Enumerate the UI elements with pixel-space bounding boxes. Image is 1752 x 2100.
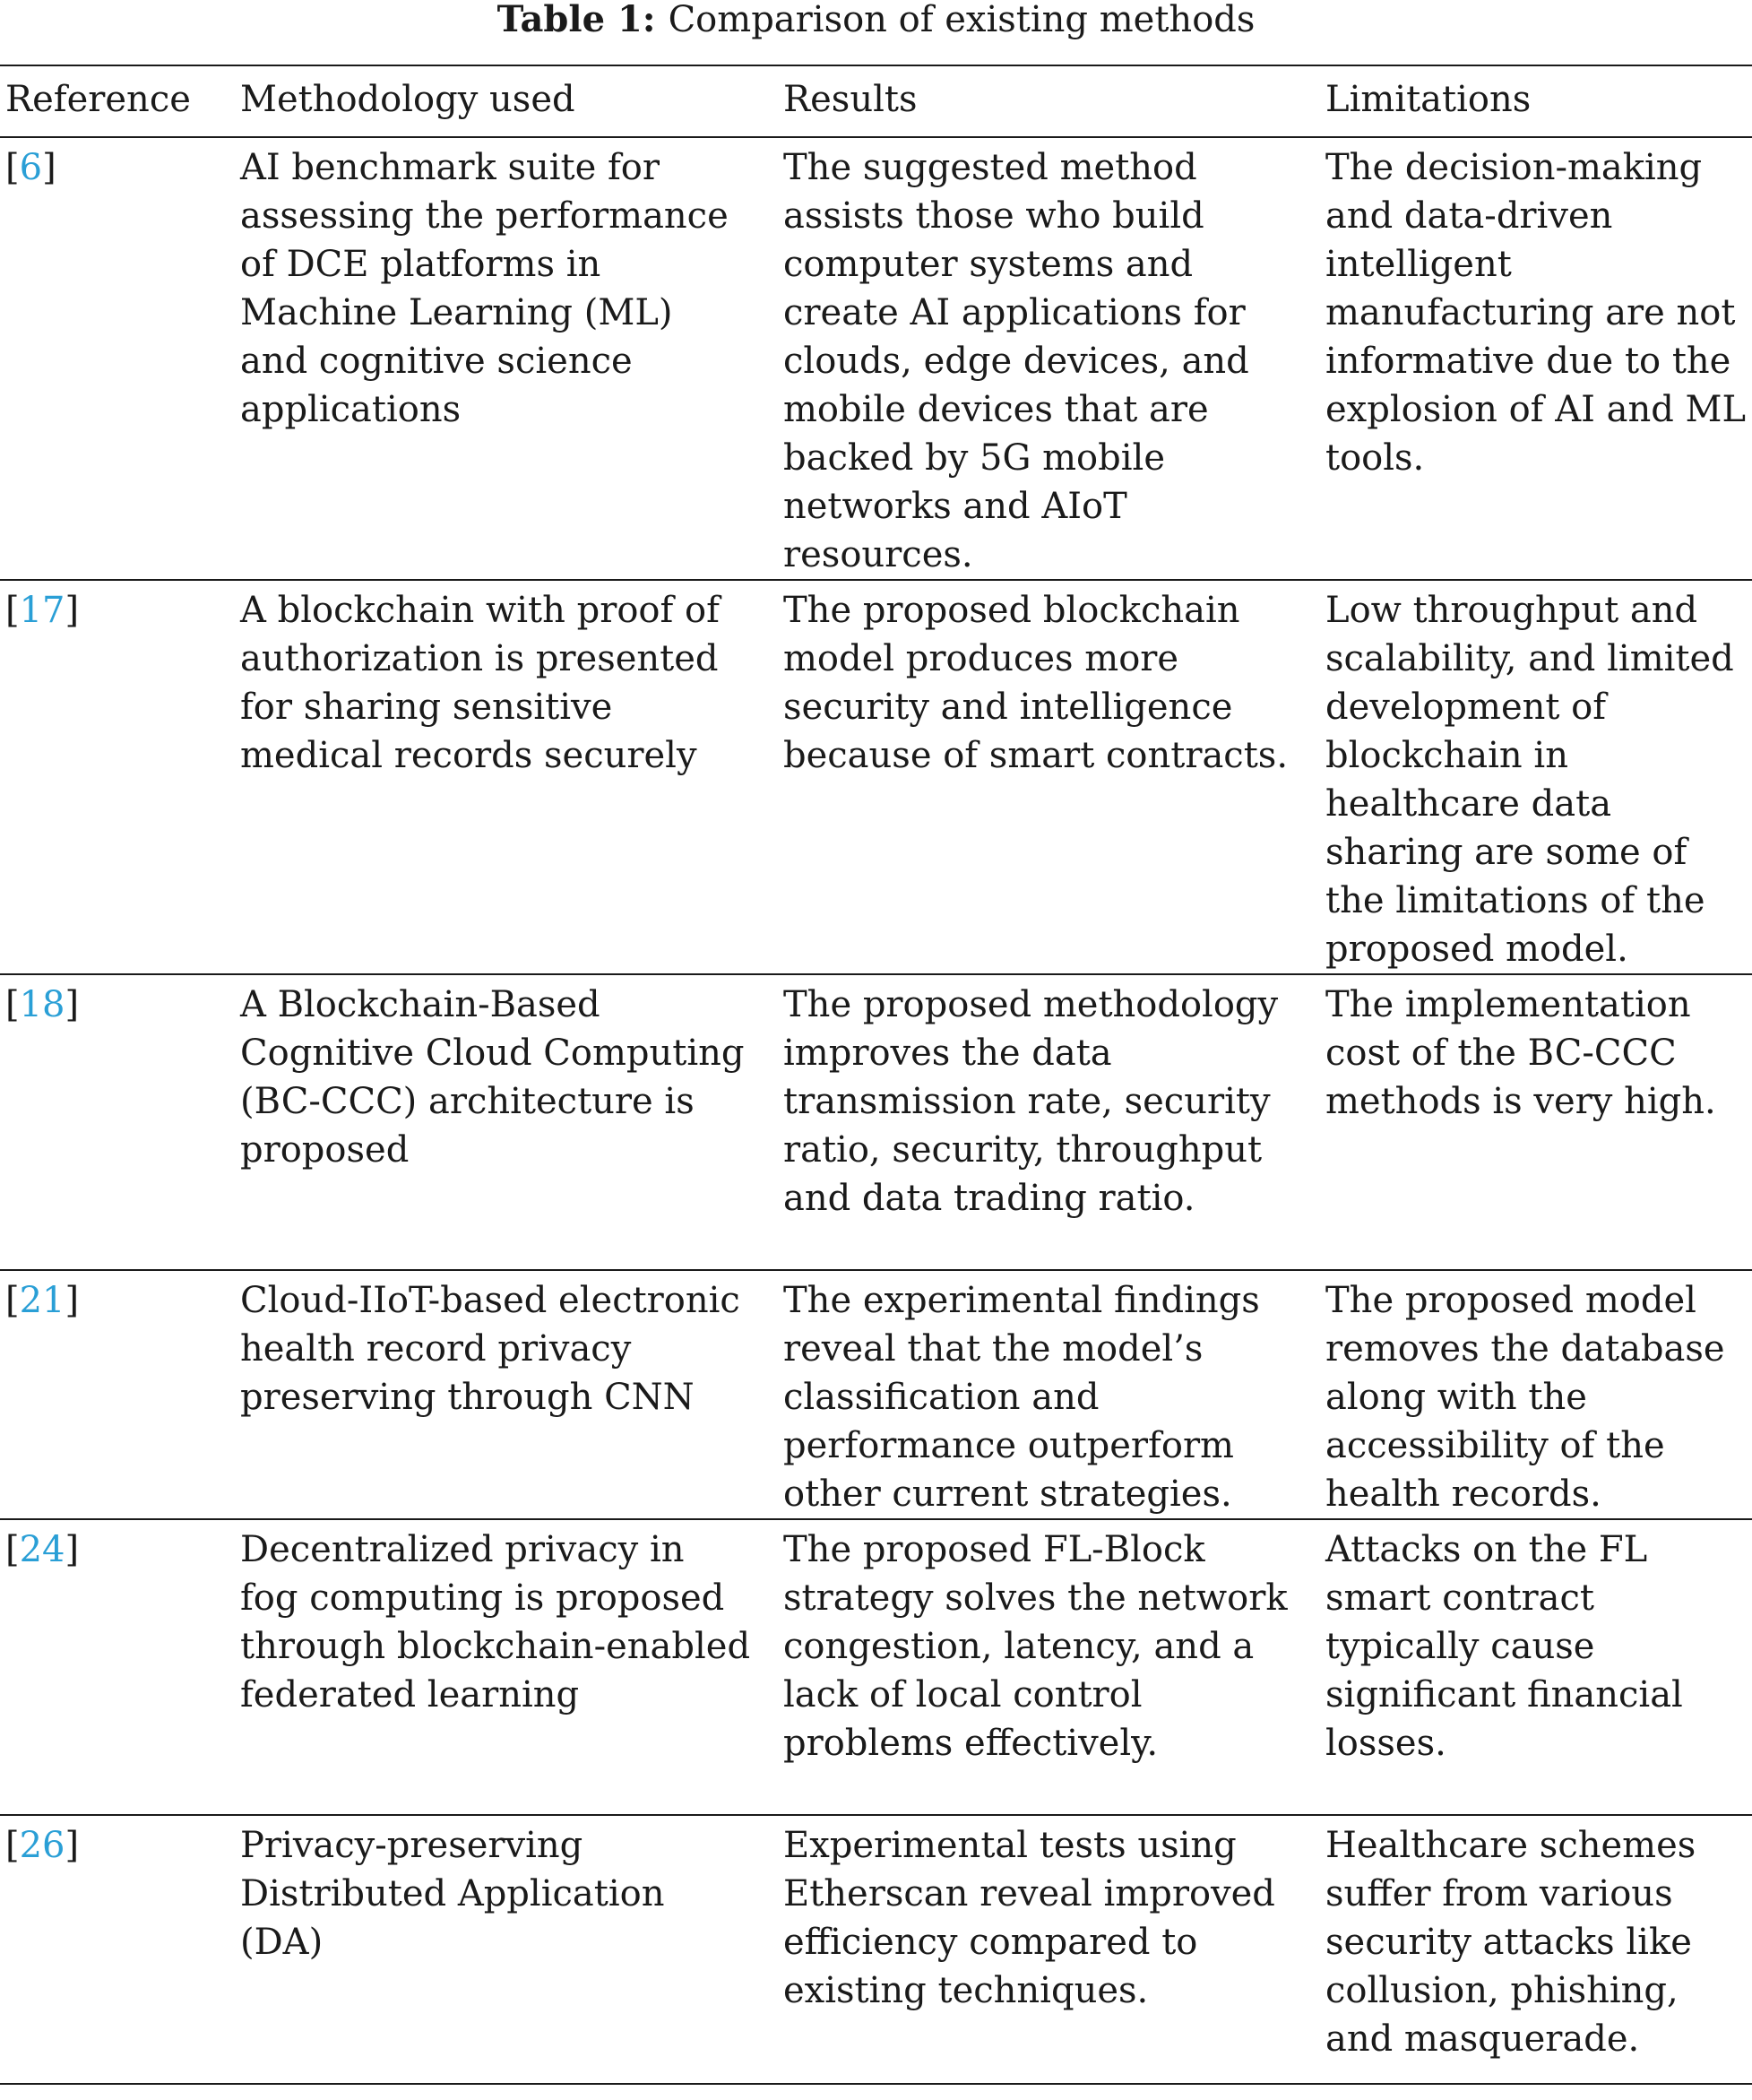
- results-cell: The proposed methodology improves the data transmission rate, security ratio, security, throughput and data trading ratio.: [783, 984, 1279, 1219]
- results-cell: The proposed FL-Block strategy solves the network congestion, latency, and a lack of local control problems effectively.: [783, 1529, 1288, 1764]
- table-row: [0, 137, 1752, 580]
- comparison-table: [0, 65, 1752, 2085]
- methodology-cell: AI benchmark suite for assessing the performance of DCE platforms in Machine Learning (ML) and cognitive science applications: [240, 147, 729, 430]
- header-methodology: Methodology used: [240, 79, 575, 120]
- limitations-cell: Attacks on the FL smart contract typically cause significant financial losses.: [1325, 1529, 1683, 1764]
- reference-cell: [26]: [5, 1825, 80, 1866]
- table-row: [0, 1815, 1752, 2084]
- results-cell: The experimental findings reveal that the model’s classification and performance outperform other current strategies.: [783, 1280, 1260, 1515]
- reference-cell: [17]: [5, 590, 80, 631]
- limitations-cell: The decision-making and data-driven intelligent manufacturing are not informative due to the explosion of AI and ML tools.: [1325, 147, 1747, 479]
- citation-link[interactable]: 24: [19, 1529, 65, 1570]
- citation-link[interactable]: 21: [19, 1280, 65, 1321]
- citation-link[interactable]: 17: [19, 590, 65, 631]
- citation-link[interactable]: 18: [19, 984, 65, 1025]
- table-row: [0, 580, 1752, 974]
- limitations-cell: The implementation cost of the BC-CCC methods is very high.: [1325, 984, 1716, 1122]
- results-cell: Experimental tests using Etherscan reveal improved efficiency compared to existing techniques.: [783, 1825, 1275, 2011]
- limitations-cell: Low throughput and scalability, and limited development of blockchain in healthcare data sharing are some of the limitations of the proposed model.: [1325, 590, 1734, 970]
- results-cell: The proposed blockchain model produces more security and intelligence because of smart contracts.: [783, 590, 1289, 776]
- reference-cell: [18]: [5, 984, 80, 1025]
- reference-cell: [21]: [5, 1280, 80, 1321]
- methodology-cell: A Blockchain-Based Cognitive Cloud Computing (BC-CCC) architecture is proposed: [240, 984, 745, 1171]
- header-limitations: Limitations: [1325, 79, 1532, 120]
- reference-cell: [6]: [5, 147, 56, 188]
- methodology-cell: A blockchain with proof of authorization is presented for sharing sensitive medical records securely: [240, 590, 720, 776]
- results-cell: The suggested method assists those who build computer systems and create AI applications for clouds, edge devices, and mobile devices that are backed by 5G mobile networks and AIoT resources.: [783, 147, 1249, 575]
- reference-cell: [24]: [5, 1529, 80, 1570]
- table-row: [0, 1270, 1752, 1519]
- limitations-cell: The proposed model removes the database along with the accessibility of the health records.: [1325, 1280, 1725, 1515]
- table-caption-label: Table 1:: [496, 0, 656, 40]
- table-row: [0, 1519, 1752, 1815]
- citation-link[interactable]: 6: [19, 147, 43, 188]
- table-caption: [0, 0, 1752, 39]
- table-caption-text: Comparison of existing methods: [668, 0, 1256, 40]
- methodology-cell: Cloud-IIoT-based electronic health record privacy preserving through CNN: [240, 1280, 740, 1418]
- limitations-cell: Healthcare schemes suffer from various security attacks like collusion, phishing, and masquerade.: [1325, 1825, 1696, 2060]
- citation-link[interactable]: 26: [19, 1825, 65, 1866]
- header-reference: Reference: [5, 79, 191, 120]
- table-header-row: [0, 65, 1752, 137]
- header-results: Results: [783, 79, 918, 120]
- methodology-cell: Privacy-preserving Distributed Application (DA): [240, 1825, 665, 1963]
- table-row: [0, 974, 1752, 1270]
- methodology-cell: Decentralized privacy in fog computing is proposed through blockchain-enabled federated learning: [240, 1529, 751, 1715]
